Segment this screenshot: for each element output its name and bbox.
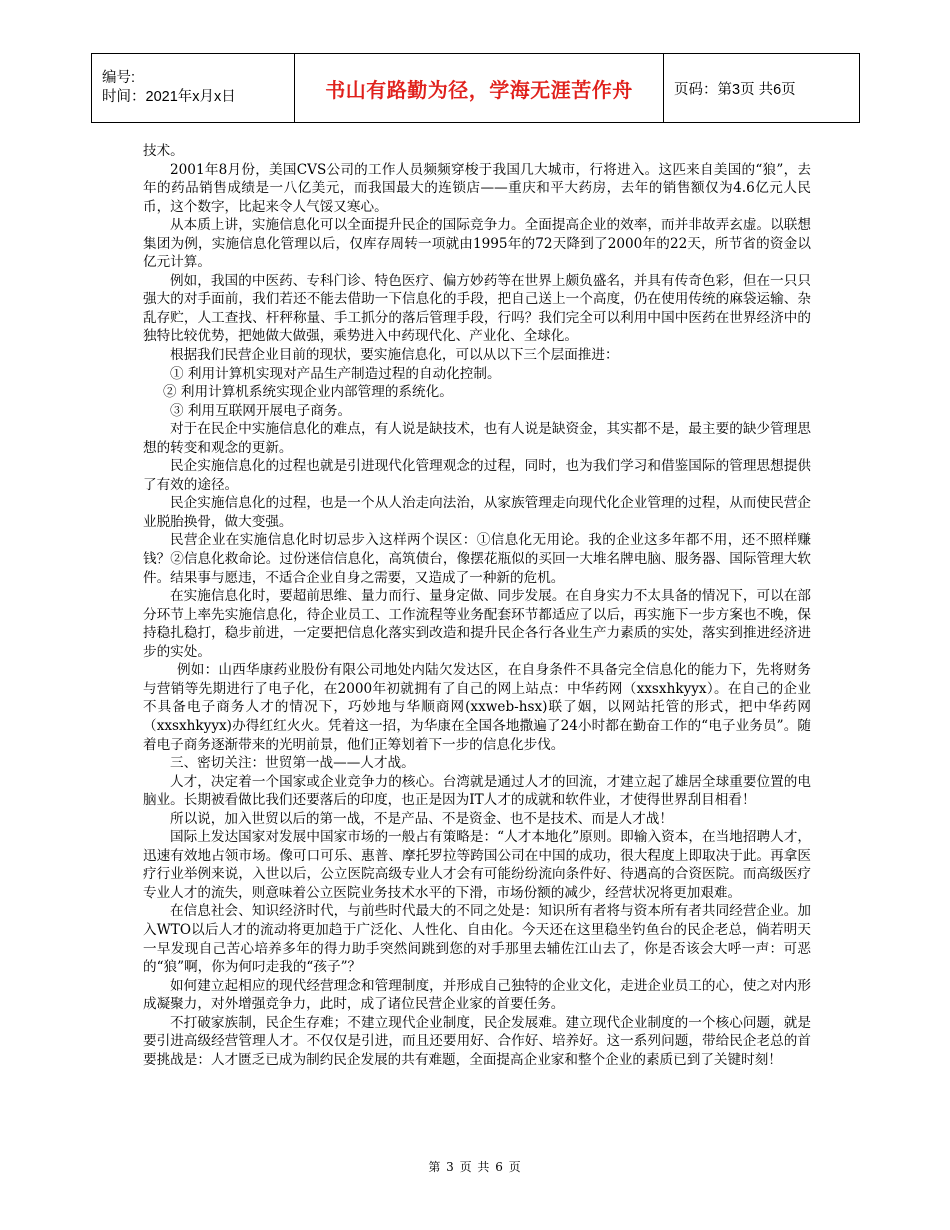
paragraph: 国际上发达国家对发展中国家市场的一般占有策略是：“人才本地化”原则。即输入资本，在当地招聘人才，迅速有效地占领市场。像可口可乐、惠普、摩托罗拉等跨国公司在中国的成功，很大程度上即取决于此。再拿医疗行业举例来说，入世以后，公立医院高级专业人才会有可能纷纷流向条件好、待遇高的合资医院。而高级医疗专业人才的流失，则意味着公立医院业务技术水平的下滑，市场份额的减少，经营状况将更加艰难。 (143, 829, 811, 901)
document-number-label: 编号: (102, 70, 136, 86)
list-item: ② 利用计算机系统实现企业内部管理的系统化。 (163, 384, 453, 401)
paragraph: 对于在民企中实施信息化的难点，有人说是缺技术，也有人说是缺资金，其实都不是，最主要的缺少管理思想的转变和观念的更新。 (143, 421, 811, 456)
header-meta (92, 54, 295, 123)
document-date: 时间：2021年x月x日 (102, 89, 236, 105)
paragraph: 例如，我国的中医药、专科门诊、特色医疗、偏方妙药等在世界上颇负盛名，并具有传奇色彩，但在一只只强大的对手面前，我们若还不能去借助一下信息化的手段，把自己送上一个高度，仍在使用传统的麻袋运输、杂乱存贮，人工查找、杆秤称量、手工抓分的落后管理手段，行吗？我们完全可以利用中国中医药在世界经济中的独特比较优势，把她做大做强，乘势进入中药现代化、产业化、全球化。 (143, 272, 811, 345)
page-footer: 第 3 页 共 6 页 (428, 1160, 522, 1174)
paragraph: 民营企业在实施信息化时切忌步入这样两个误区：①信息化无用论。我的企业这多年都不用，还不照样赚钱？②信息化救命论。过份迷信信息化，高筑债台，像摆花瓶似的买回一大堆名牌电脑、服务器、国际管理大软件。结果事与愿违，不适合企业自身之需要，又造成了一种新的危机。 (143, 532, 811, 586)
paragraph: 根据我们民营企业目前的现状，要实施信息化，可以从以下三个层面推进： (170, 347, 619, 364)
paragraph: 如何建立起相应的现代经营理念和管理制度，并形成自己独特的企业文化，走进企业员工的心，使之对内形成凝聚力，对外增强竞争力，此时，成了诸位民营企业家的首要任务。 (143, 977, 811, 1013)
paragraph: 2001年8月份，美国CVS公司的工作人员频频穿梭于我国几大城市，行将进入。这匹来自美国的“狼”，去年的药品销售成绩是一八亿美元，而我国最大的连锁店——重庆和平大药房，去年的销售额仅为4.6亿元人民币，这个数字，比起来令人气馁又寒心。 (143, 161, 811, 215)
header-motto: 书山有路勤为径，学海无涯苦作舟 (295, 54, 664, 123)
paragraph: 技术。 (143, 143, 184, 159)
paragraph: 在信息社会、知识经济时代，与前些时代最大的不同之处是：知识所有者将与资本所有者共同经营企业。加入WTO以后人才的流动将更加趋于广泛化、人性化、自由化。今天还在这里稳坐钓鱼台的民企老总，倘若明天一早发现自己苦心培养多年的得力助手突然间跳到您的对手那里去辅佐江山去了，你是否该会大呼一声：可恶的“狼”啊，你为何叼走我的“孩子”？ (143, 903, 811, 976)
paragraph: 所以说，加入世贸以后的第一战，不是产品、不是资金、也不是技术、而是人才战！ (170, 810, 673, 827)
list-item: ① 利用计算机实现对产品生产制造过程的自动化控制。 (170, 365, 501, 382)
section-heading: 三、密切关注：世贸第一战——人才战。 (170, 755, 415, 772)
list-item: ③ 利用互联网开展电子商务。 (170, 402, 352, 419)
page-header (91, 53, 860, 123)
paragraph: 从本质上讲，实施信息化可以全面提升民企的国际竞争力。全面提高企业的效率，而并非故弄玄虚。以联想集团为例，实施信息化管理以后，仅库存周转一项就由1995年的72天降到了2000年的22天，所节省的资金以亿元计算。 (143, 217, 811, 271)
paragraph: 例如：山西华康药业股份有限公司地处内陆欠发达区，在自身条件不具备完全信息化的能力下，先将财务与营销等先期进行了电子化，在2000年初就拥有了自己的网上站点：中华药网（xxsxhkyyx）。在自己的企业不具备电子商务人才的情况下，巧妙地与华顺商网(xxweb-hsx)联了姻，以网站托管的形式，把中华药网（xxsxhkyyx)办得红红火火。凭着这一招，为华康在全国各地撒遍了24小时都在勤奋工作的“电子业务员”。随着电子商务逐渐带来的光明前景，他们正筹划着下一步的信息化步伐。 (143, 662, 811, 753)
paragraph: 在实施信息化时，要超前思维、量力而行、量身定做、同步发展。在自身实力不太具备的情况下，可以在部分环节上率先实施信息化，待企业员工、工作流程等业务配套环节都适应了以后，再实施下一步方案也不晚，保持稳扎稳打，稳步前进，一定要把信息化落实到改造和提升民企各行各业生产力素质的实处，落实到推进经济进步的实处。 (143, 588, 811, 660)
paragraph: 人才，决定着一个国家或企业竞争力的核心。台湾就是通过人才的回流，才建立起了雄居全球重要位置的电脑业。长期被看做比我们还要落后的印度，也正是因为IT人才的成就和软件业，才使得世界刮目相看！ (143, 773, 811, 809)
paragraph: 民企实施信息化的过程也就是引进现代化管理观念的过程，同时，也为我们学习和借鉴国际的管理思想提供了有效的途径。 (143, 458, 811, 493)
paragraph: 民企实施信息化的过程，也是一个从人治走向法治，从家族管理走向现代化企业管理的过程，从而使民营企业脱胎换骨，做大变强。 (143, 495, 811, 530)
paragraph: 不打破家族制，民企生存难；不建立现代企业制度，民企发展难。建立现代企业制度的一个核心问题，就是要引进高级经营管理人才。不仅仅是引进，而且还要用好、合作好、培养好。这一系列问题，带给民企老总的首要挑战是：人才匮乏已成为制约民企发展的共有难题，全面提高企业家和整个企业的素质已到了关键时刻！ (143, 1014, 811, 1068)
document-body (143, 142, 811, 1069)
header-page-info: 页码：第3页 共6页 (664, 54, 860, 123)
